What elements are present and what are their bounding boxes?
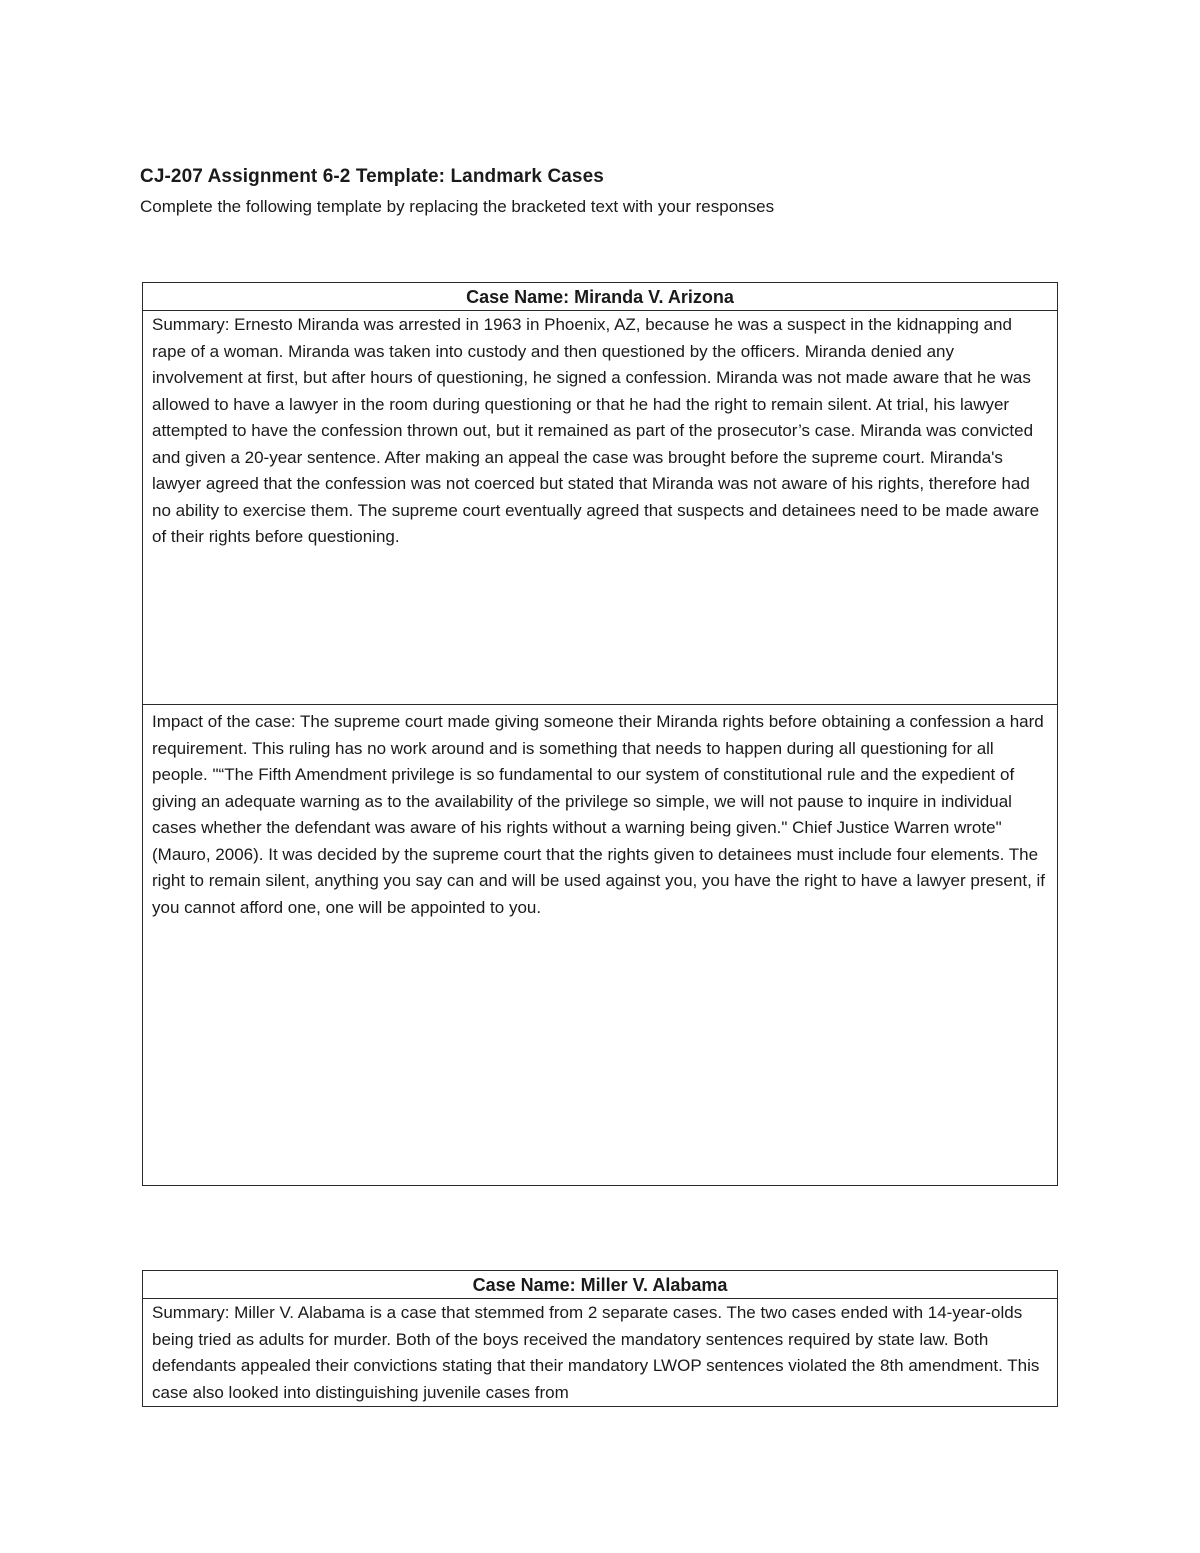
case-impact: Impact of the case: The supreme court made giving someone their Miranda rights before obtaining a confession a hard requirement. This ruling has no work around and is something that needs to happen during all questioning for all people. "“The Fifth Amendment privilege is so fundamental to our system of constitutional rule and the expedient of giving an adequate warning as to the availability of the privilege so simple, we will not pause to inquire in individual cases whether the defendant was aware of his rights without a warning being given." Chief Justice Warren wrote" (Mauro, 2006). It was decided by the supreme court that the rights given to detainees must include four elements. The right to remain silent, anything you say can and will be used against you, you have the right to have a lawyer present, if you cannot afford one, one will be appointed to you. (143, 705, 1058, 1186)
case-name-header: Case Name: Miller V. Alabama (143, 1271, 1058, 1299)
case-table-miller (142, 1270, 1058, 1407)
case-summary: Summary: Ernesto Miranda was arrested in 1963 in Phoenix, AZ, because he was a suspect in the kidnapping and rape of a woman. Miranda was taken into custody and then questioned by the officers. Miranda denied any involvement at first, but after hours of questioning, he signed a confession. Miranda was not made aware that he was allowed to have a lawyer in the room during questioning or that he had the right to remain silent. At trial, his lawyer attempted to have the confession thrown out, but it remained as part of the prosecutor’s case. Miranda was convicted and given a 20-year sentence. After making an appeal the case was brought before the supreme court. Miranda's lawyer agreed that the confession was not coerced but stated that Miranda was not aware of his rights, therefore had no ability to exercise them. The supreme court eventually agreed that suspects and detainees need to be made aware of their rights before questioning. (143, 311, 1058, 705)
case-summary: Summary: Miller V. Alabama is a case that stemmed from 2 separate cases. The two cases ended with 14-year-olds being tried as adults for murder. Both of the boys received the mandatory sentences required by state law. Both defendants appealed their convictions stating that their mandatory LWOP sentences violated the 8th amendment. This case also looked into distinguishing juvenile cases from (143, 1299, 1058, 1407)
case-table-miranda (142, 282, 1058, 1186)
document-title: CJ-207 Assignment 6-2 Template: Landmark Cases (140, 166, 604, 187)
document-instructions: Complete the following template by replacing the bracketed text with your responses (140, 197, 775, 216)
case-name-header: Case Name: Miranda V. Arizona (143, 283, 1058, 311)
